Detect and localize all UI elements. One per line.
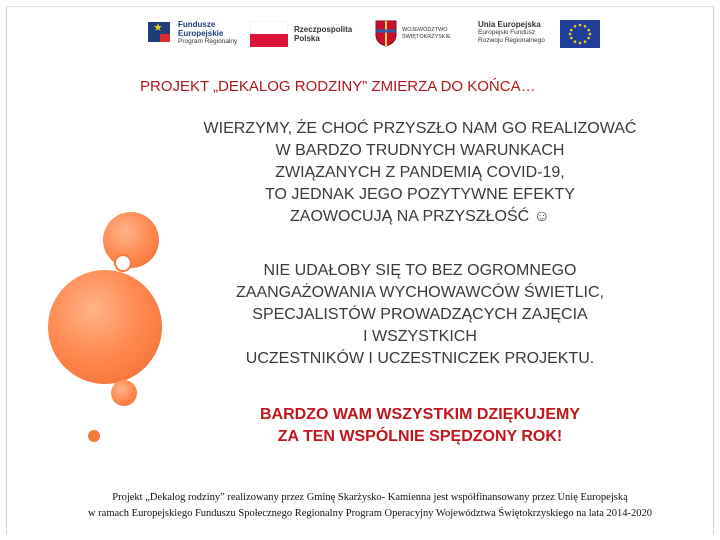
rzeczpospolita-polska-logo xyxy=(250,14,370,54)
ue-line2: Europejski Fundusz xyxy=(478,29,536,36)
frame-top-line xyxy=(6,6,714,7)
text-line: NIE UDAŁOBY SIĘ TO BEZ OGROMNEGO xyxy=(263,262,577,279)
frame-left-line xyxy=(6,6,7,534)
footer-line: Projekt „Dekalog rodziny” realizowany przez Gminę Skarżysko- Kamienna jest współfinansowany przez Unię Europejską xyxy=(112,492,628,503)
paragraph-acknowledgement xyxy=(130,260,710,370)
text-line: ZA TEN WSPÓLNIE SPĘDZONY ROK! xyxy=(277,428,563,445)
fe-line3: Program Regionalny xyxy=(178,38,238,45)
text-line: ZAOWOCUJĄ NA PRZYSZŁOŚĆ ☺ xyxy=(290,208,550,225)
decor-circle-tiny xyxy=(88,430,100,442)
text-line: ZAANGAŻOWANIA WYCHOWAWCÓW ŚWIETLIC, xyxy=(236,284,604,301)
woj-line2: ŚWIĘTOKRZYSKIE xyxy=(402,34,451,40)
paragraph-belief xyxy=(130,118,710,228)
fe-star-icon xyxy=(146,18,174,46)
polish-flag-icon xyxy=(250,21,288,47)
logo-strip xyxy=(140,14,600,54)
coat-of-arms-icon xyxy=(374,19,398,47)
fe-line2: Europejskie xyxy=(178,29,224,38)
rp-line1: Rzeczpospolita xyxy=(294,25,353,34)
text-line: TO JEDNAK JEGO POZYTYWNE EFEKTY xyxy=(265,186,575,203)
text-line: I WSZYSTKICH xyxy=(363,328,477,345)
woj-line1: WOJEWÓDZTWO xyxy=(402,27,448,33)
frame-right-line xyxy=(713,6,714,534)
fundusze-europejskie-logo xyxy=(146,14,246,54)
decor-circle-small xyxy=(111,380,137,406)
rp-line2: Polska xyxy=(294,34,320,43)
text-line: WIERZYMY, ŻE CHOĆ PRZYSZŁO NAM GO REALIZOWAĆ xyxy=(203,120,637,137)
fe-line1: Fundusze xyxy=(178,20,216,29)
wojewodztwo-swietokrzyskie-logo xyxy=(374,14,474,54)
ue-line3: Rozwoju Regionalnego xyxy=(478,36,545,44)
ue-line1: Unia Europejska xyxy=(478,20,541,29)
footer-line: w ramach Europejskiego Funduszu Społecznego Regionalny Program Operacyjny Województwa Świętokrzyskiego na lata 2014-2020 xyxy=(87,508,653,519)
text-line: UCZESTNIKÓW I UCZESTNICZEK PROJEKTU. xyxy=(245,350,595,367)
funding-footer xyxy=(20,490,720,522)
text-line: ZWIĄZANYCH Z PANDEMIĄ COVID-19, xyxy=(275,164,565,181)
paragraph-thanks xyxy=(130,404,710,448)
text-line: SPECJALISTÓW PROWADZĄCYCH ZAJĘCIA xyxy=(252,306,588,323)
text-line: BARDZO WAM WSZYSTKIM DZIĘKUJEMY xyxy=(260,406,580,423)
slide-title: PROJEKT „DEKALOG RODZINY” ZMIERZA DO KOŃCA… xyxy=(140,78,536,95)
text-line: W BARDZO TRUDNYCH WARUNKACH xyxy=(275,142,565,159)
unia-europejska-logo xyxy=(478,14,602,54)
eu-flag-icon xyxy=(560,20,600,48)
